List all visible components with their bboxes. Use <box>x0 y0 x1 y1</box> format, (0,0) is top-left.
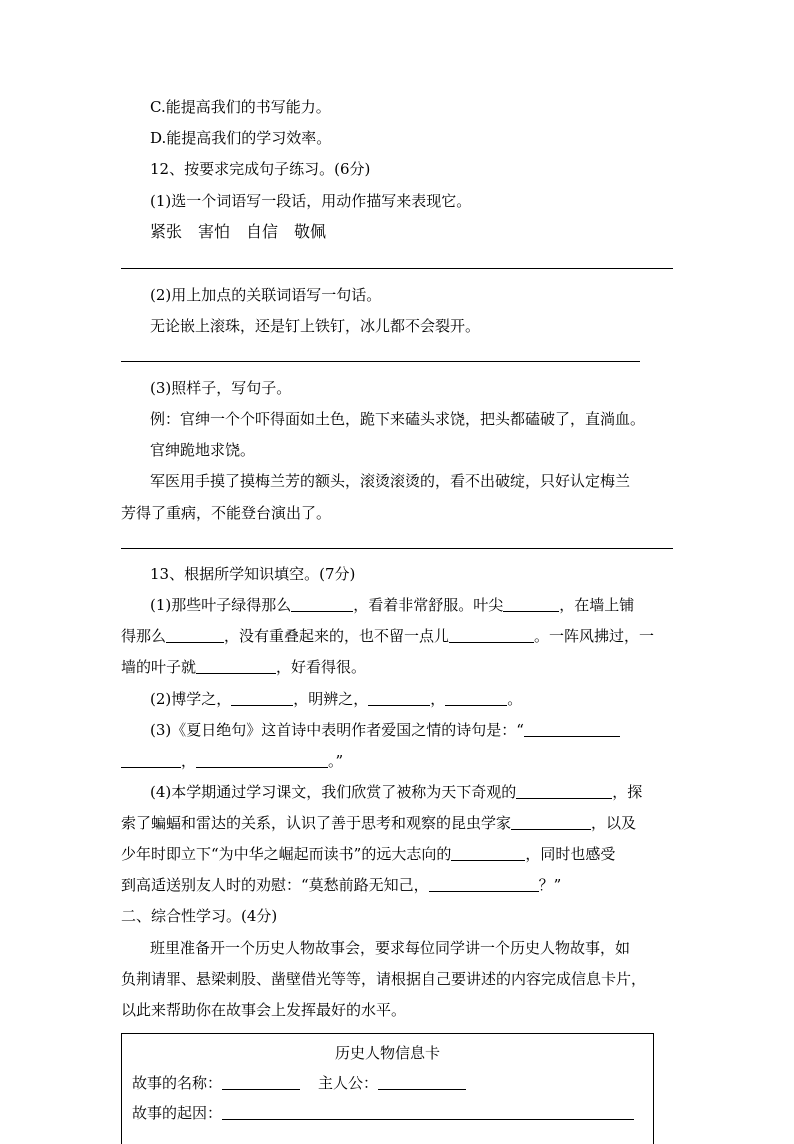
hero-blank[interactable] <box>378 1074 466 1090</box>
blank-q13-4-4[interactable] <box>429 876 539 892</box>
q13-4-text-f: ，同时也感受 <box>525 845 616 863</box>
q12-3-prompt: (3)照样子，写句子。 <box>150 379 292 397</box>
q13-4-line1 <box>150 781 642 803</box>
section-2-title: 二、综合性学习。(4分) <box>121 907 278 925</box>
q13-1-text-d: 得那么 <box>121 627 167 645</box>
info-card <box>121 1033 654 1144</box>
blank-q13-1-1[interactable] <box>291 596 353 612</box>
q12-title: 12、按要求完成句子练习。(6分) <box>150 160 371 178</box>
hero-label: 主人公： <box>318 1074 379 1092</box>
info-card-row-2 <box>132 1102 634 1124</box>
q13-1-line1 <box>150 594 634 616</box>
blank-q13-1-4[interactable] <box>449 627 534 643</box>
q13-4-text-a: (4)本学期通过学习课文，我们欣赏了被称为天下奇观的 <box>150 783 517 801</box>
q12-3-task-line1: 军医用手摸了摸梅兰芳的额头，滚烫滚烫的，看不出破绽，只好认定梅兰 <box>150 472 631 490</box>
q13-2-text-c: ， <box>430 690 446 708</box>
q12-3-example: 例：官绅一个个吓得面如土色，跪下来磕头求饶，把头都磕破了，直淌血。 <box>150 410 646 428</box>
blank-q13-4-3[interactable] <box>451 845 525 861</box>
q13-3-text-b: ， <box>181 752 197 770</box>
q13-4-text-c: 索了蝙蝠和雷达的关系，认识了善于思考和观察的昆虫学家 <box>121 814 512 832</box>
info-card-title: 历史人物信息卡 <box>334 1044 440 1062</box>
q13-4-text-d: ，以及 <box>591 814 637 832</box>
q13-4-line3 <box>121 843 615 865</box>
q12-3-task-line2: 芳得了重病，不能登台演出了。 <box>121 504 332 522</box>
q13-3-text-c: 。” <box>328 752 344 770</box>
answer-line-q12-2[interactable] <box>121 361 640 362</box>
q12-1-prompt: (1)选一个词语写一段话，用动作描写来表现它。 <box>150 192 472 210</box>
q13-2-text-b: ，明辨之， <box>293 690 369 708</box>
section-2-line1: 班里准备开一个历史人物故事会，要求每位同学讲一个历史人物故事，如 <box>150 939 631 957</box>
blank-q13-3-1[interactable] <box>524 721 620 737</box>
q13-4-text-b: ，探 <box>612 783 643 801</box>
q13-3-line2 <box>121 750 343 772</box>
q12-3-example-short: 官绅跪地求饶。 <box>150 441 256 459</box>
q13-1-text-b: ，看着非常舒服。叶尖 <box>353 596 504 614</box>
q13-1-text-a: (1)那些叶子绿得那么 <box>150 596 292 614</box>
q13-1-text-h: ，好看得很。 <box>276 658 367 676</box>
blank-q13-1-5[interactable] <box>196 658 276 674</box>
story-cause-blank[interactable] <box>222 1104 634 1120</box>
q12-1-words: 紧张 害怕 自信 敬佩 <box>150 222 327 241</box>
q13-4-text-e: 少年时即立下“为中华之崛起而读书”的远大志向的 <box>121 845 452 863</box>
q13-1-text-f: 。一阵风拂过，一 <box>534 627 655 645</box>
blank-q13-2-2[interactable] <box>368 690 430 706</box>
q13-4-text-g: 到高适送别友人时的劝慰：“莫愁前路无知己， <box>121 876 429 894</box>
section-2-line2: 负荆请罪、悬梁刺股、凿壁借光等等，请根据自己要讲述的内容完成信息卡片， <box>121 970 647 988</box>
q13-1-line2 <box>121 625 654 647</box>
q12-2-prompt: (2)用上加点的关联词语写一句话。 <box>150 286 382 304</box>
q13-2-text-d: 。 <box>507 690 523 708</box>
story-name-label: 故事的名称： <box>132 1074 223 1092</box>
q13-1-text-g: 墙的叶子就 <box>121 658 197 676</box>
option-c: C.能提高我们的书写能力。 <box>150 98 331 116</box>
q13-1-line3 <box>121 656 366 678</box>
q13-1-text-e: ，没有重叠起来的，也不留一点儿 <box>224 627 450 645</box>
info-card-row-1 <box>132 1072 466 1094</box>
story-cause-label: 故事的起因： <box>132 1104 223 1122</box>
answer-line-q12-1[interactable] <box>121 268 673 269</box>
section-2-line3: 以此来帮助你在故事会上发挥最好的水平。 <box>121 1001 407 1019</box>
q13-2-text-a: (2)博学之， <box>150 690 232 708</box>
q13-4-line2 <box>121 812 636 834</box>
q13-4-text-h: ？” <box>538 876 562 894</box>
q13-title: 13、根据所学知识填空。(7分) <box>150 565 356 583</box>
blank-q13-4-2[interactable] <box>511 814 591 830</box>
blank-q13-2-3[interactable] <box>445 690 507 706</box>
story-name-blank[interactable] <box>222 1074 300 1090</box>
q13-1-text-c: ，在墙上铺 <box>559 596 635 614</box>
blank-q13-1-2[interactable] <box>503 596 559 612</box>
q13-2-line <box>150 688 522 710</box>
q12-2-example: 无论嵌上滚珠，还是钉上铁钉，冰儿都不会裂开。 <box>150 317 481 335</box>
blank-q13-2-1[interactable] <box>231 690 293 706</box>
q13-3-text-a: (3)《夏日绝句》这首诗中表明作者爱国之情的诗句是：“ <box>150 721 524 739</box>
blank-q13-3-3[interactable] <box>196 752 328 768</box>
q13-4-line4 <box>121 874 561 896</box>
q13-3-line1 <box>150 719 620 741</box>
option-d: D.能提高我们的学习效率。 <box>150 129 332 147</box>
blank-q13-4-1[interactable] <box>516 783 612 799</box>
blank-q13-3-2[interactable] <box>121 752 181 768</box>
answer-line-q12-3[interactable] <box>121 548 673 549</box>
blank-q13-1-3[interactable] <box>166 627 224 643</box>
